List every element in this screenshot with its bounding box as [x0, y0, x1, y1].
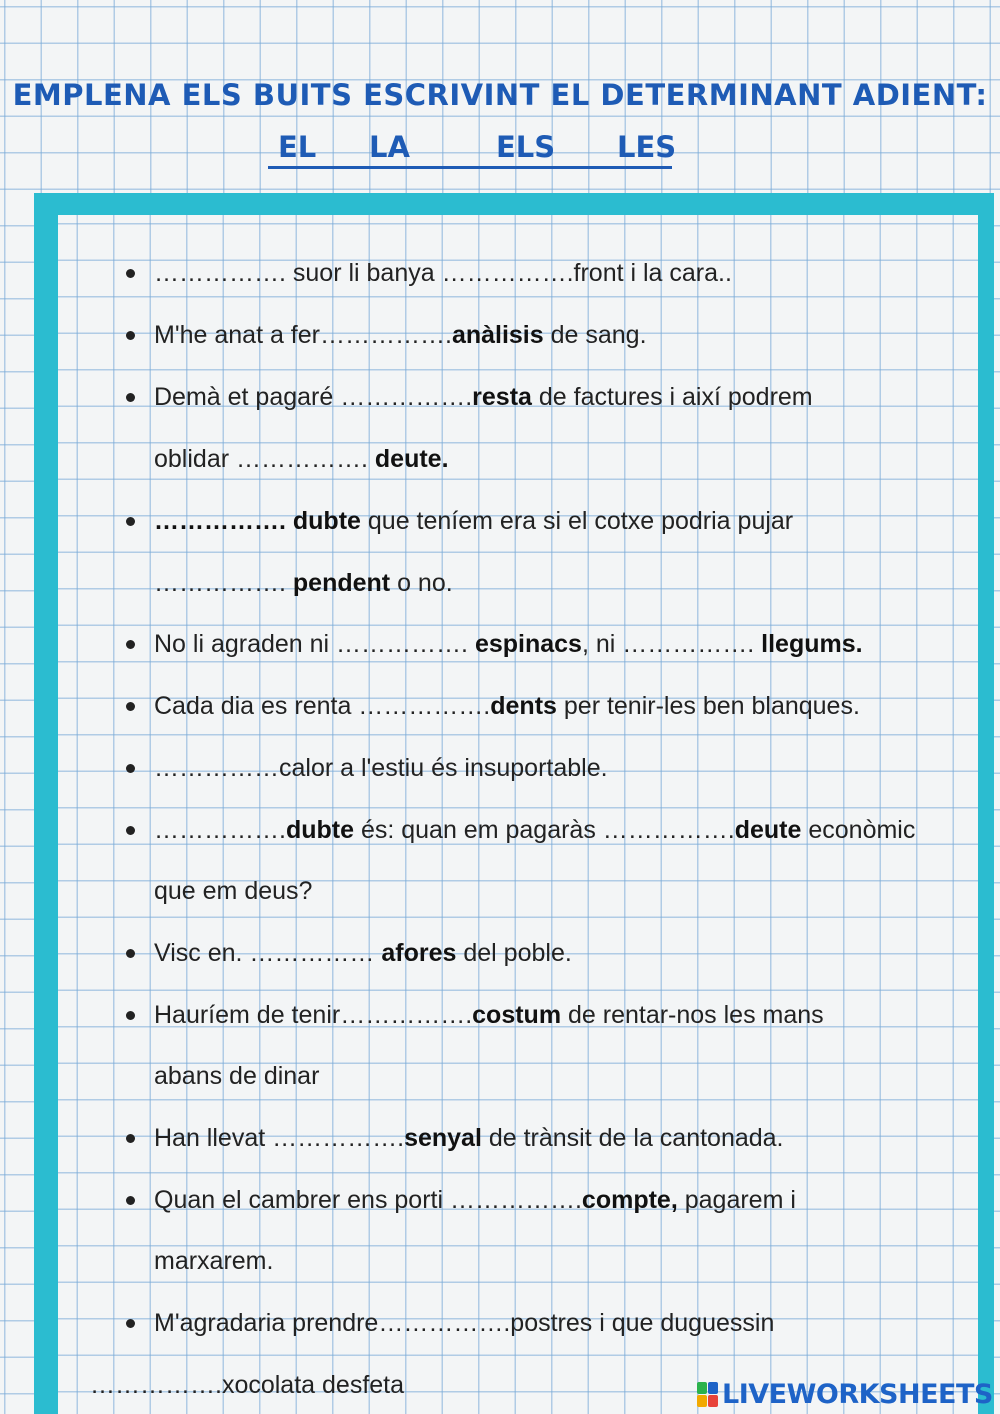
- sentence-text: ……………calor a l'estiu és insuportable.: [154, 754, 608, 782]
- sentence-text: M'he anat a fer…………….: [154, 321, 452, 349]
- target-noun: senyal: [404, 1124, 482, 1152]
- sentence-9: [154, 937, 572, 969]
- sentence-text: de trànsit de la cantonada.: [481, 1124, 784, 1152]
- sentence-text: No li agraden ni …………….: [154, 630, 475, 658]
- bullet-icon: [126, 702, 135, 711]
- target-noun: deute.: [374, 445, 449, 473]
- sentence-text: Han llevat …………….: [154, 1124, 405, 1152]
- liveworksheets-logo: [695, 1378, 995, 1412]
- logo-text: LIVEWORKSHEETS: [722, 1379, 993, 1410]
- bullet-icon: [126, 393, 135, 402]
- page-title: EMPLENA ELS BUITS ESCRIVINT EL DETERMINANT ADIENT:: [12, 78, 988, 112]
- bullet-icon: [126, 331, 135, 340]
- bullet-icon: [126, 949, 135, 958]
- sentence-text: del poble.: [456, 939, 572, 967]
- target-noun: resta: [472, 383, 532, 411]
- sentence-12-continued: [154, 1245, 273, 1277]
- sentence-text: que em deus?: [154, 877, 313, 905]
- sentence-text: Quan el cambrer ens porti …………….: [154, 1186, 582, 1214]
- sentence-text: marxarem.: [154, 1247, 274, 1275]
- sentence-text: oblidar …………….: [154, 445, 375, 473]
- liveworksheets-logo-icon: [697, 1382, 719, 1408]
- option-el: EL: [278, 130, 317, 164]
- sentence-8-continued: [154, 875, 312, 907]
- sentence-3: [154, 381, 813, 413]
- sentence-text: Demà et pagaré …………….: [154, 383, 473, 411]
- target-noun: anàlisis: [451, 321, 544, 349]
- sentence-10-continued: [154, 1060, 319, 1092]
- sentence-text: Visc en. ……………: [154, 939, 382, 967]
- sentence-text: Hauríem de tenir…………….: [154, 1001, 473, 1029]
- sentence-7: [154, 752, 608, 784]
- target-noun: afores: [381, 939, 457, 967]
- sentence-10: [154, 999, 824, 1031]
- sentence-13: [154, 1307, 774, 1339]
- sentence-text: de factures i així podrem: [531, 383, 813, 411]
- sentence-text: M'agradaria prendre…………….postres i que duguessin: [154, 1309, 775, 1337]
- sentence-8: [154, 814, 915, 846]
- sentence-text: Cada dia es renta …………….: [154, 692, 491, 720]
- bullet-icon: [126, 1011, 135, 1020]
- bullet-icon: [126, 1319, 135, 1328]
- bullet-icon: [126, 764, 135, 773]
- target-noun: espinacs: [474, 630, 582, 658]
- sentence-text: o no.: [390, 569, 453, 597]
- target-noun: costum: [472, 1001, 562, 1029]
- exercise-frame: [34, 193, 994, 1414]
- sentence-text: és: quan em pagaràs …………….: [354, 816, 735, 844]
- bullet-icon: [126, 640, 135, 649]
- sentence-text: de rentar-nos les mans: [561, 1001, 824, 1029]
- sentence-1: [154, 257, 732, 289]
- sentence-3-continued: [154, 443, 449, 475]
- sentence-text: , ni …………….: [581, 630, 762, 658]
- bullet-icon: [126, 517, 135, 526]
- sentence-text: de sang.: [543, 321, 647, 349]
- sentence-4: [154, 505, 793, 537]
- bullet-icon: [126, 826, 135, 835]
- sentence-11: [154, 1122, 784, 1154]
- sentence-text: abans de dinar: [154, 1062, 320, 1090]
- target-noun: dents: [490, 692, 557, 720]
- sentence-text: econòmic: [801, 816, 916, 844]
- bullet-icon: [126, 269, 135, 278]
- sentence-2: [154, 319, 647, 351]
- sentence-5: [154, 628, 863, 660]
- target-noun: pendent: [292, 569, 391, 597]
- sentence-13-continued: [90, 1369, 404, 1401]
- sentence-text: …………….: [154, 816, 286, 844]
- target-noun: dubte: [285, 816, 354, 844]
- exercise-panel: [58, 215, 978, 1414]
- target-noun: ……………. dubte: [154, 507, 361, 535]
- option-les: LES: [617, 130, 677, 164]
- target-noun: compte,: [581, 1186, 678, 1214]
- determiner-options: [268, 128, 677, 169]
- bullet-icon: [126, 1196, 135, 1205]
- sentence-text: ……………. suor li banya …………….front i la cara..: [154, 259, 732, 287]
- sentence-text: per tenir-les ben blanques.: [556, 692, 860, 720]
- sentence-text: …………….xocolata desfeta: [90, 1371, 405, 1399]
- target-noun: deute: [734, 816, 802, 844]
- option-els: ELS: [496, 130, 556, 164]
- bullet-icon: [126, 1134, 135, 1143]
- sentence-text: pagarem i: [677, 1186, 796, 1214]
- target-noun: llegums.: [761, 630, 863, 658]
- sentence-text: …………….: [154, 569, 293, 597]
- sentence-6: [154, 690, 860, 722]
- sentence-4-continued: [154, 567, 453, 599]
- sentence-text: que teníem era si el cotxe podria pujar: [360, 507, 794, 535]
- sentence-12: [154, 1184, 796, 1216]
- option-la: LA: [369, 130, 410, 164]
